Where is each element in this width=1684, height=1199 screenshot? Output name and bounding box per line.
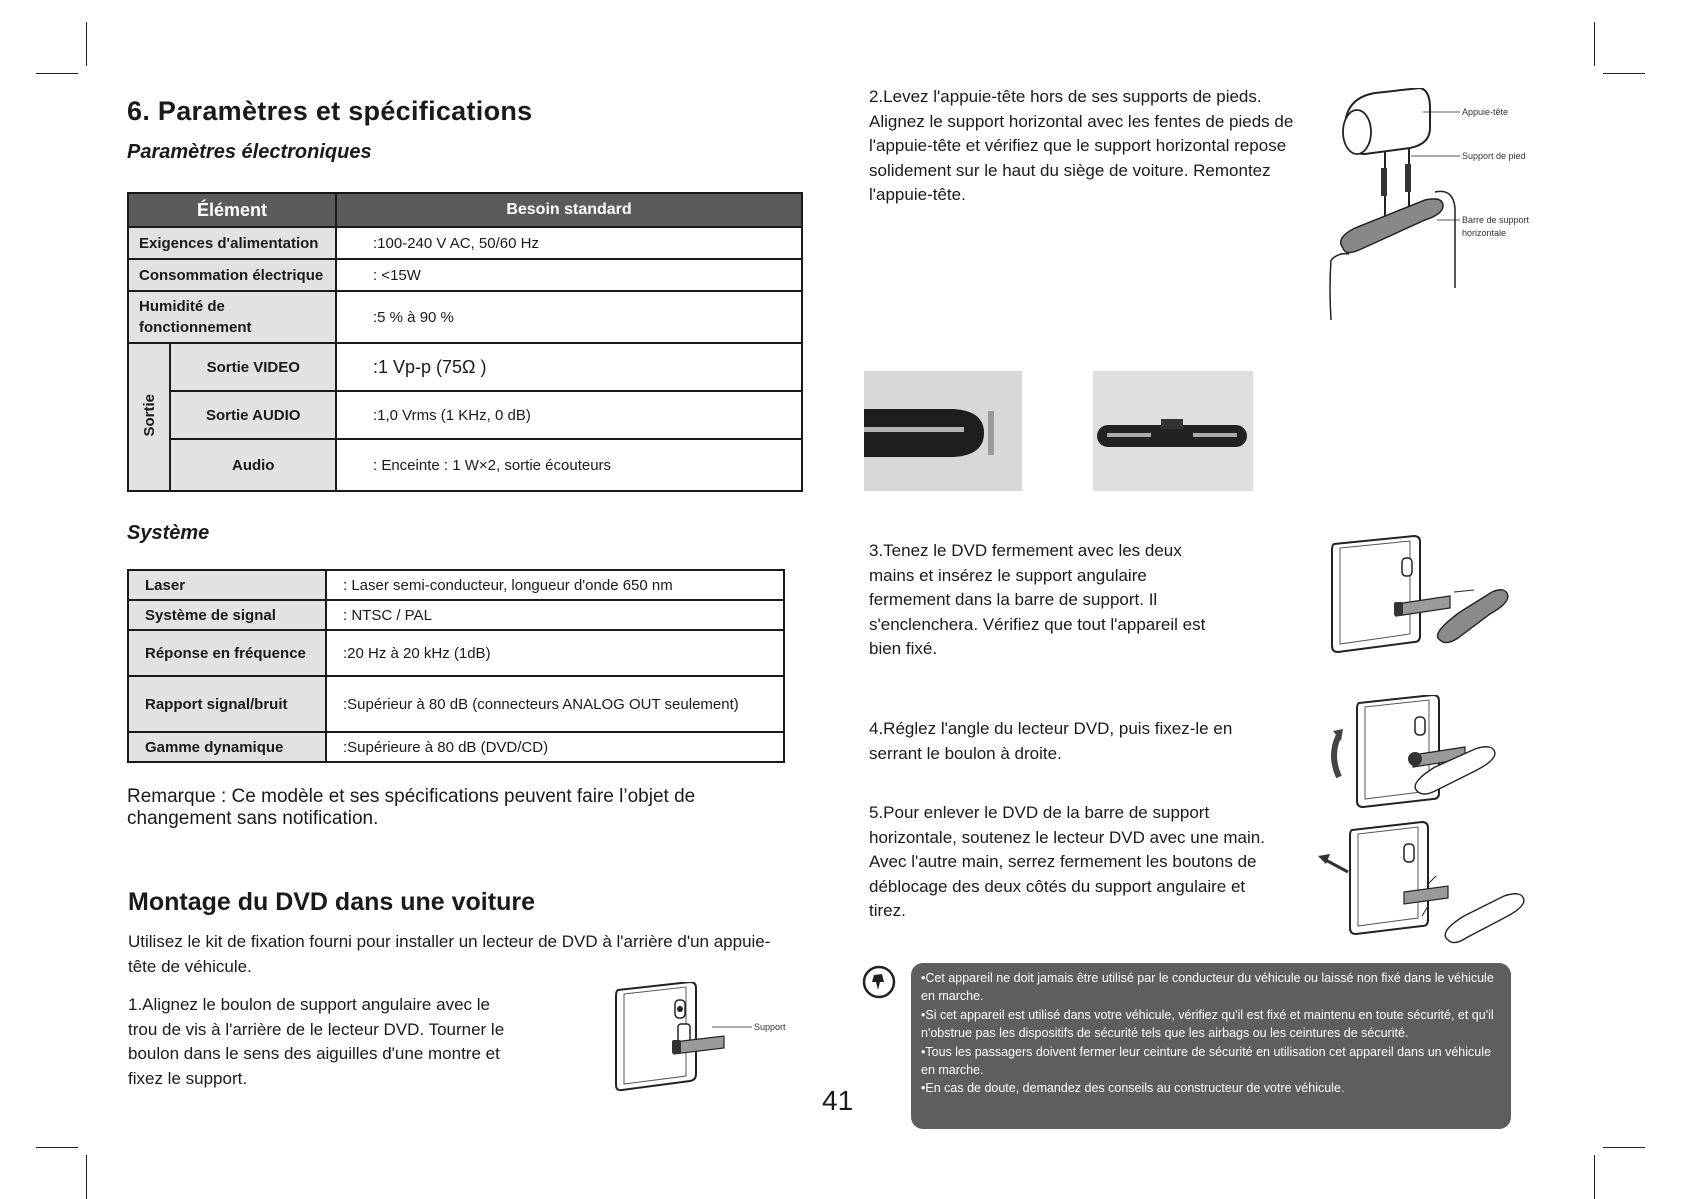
crop-mark [36,73,78,74]
step1-support-label: Support [754,1022,786,1032]
spec-label: Exigences d'alimentation [128,227,336,259]
crop-mark [36,1147,78,1148]
spec-label: Audio [170,439,336,491]
support-bar-label: Barre de support [1462,215,1530,225]
warning-pin-icon [862,965,896,999]
col-item-header: Élément [128,193,336,227]
bracket-photo-right [1093,371,1253,491]
step5-text: 5.Pour enlever le DVD de la barre de support horizontale, soutenez le lecteur DVD avec une main. Avec l'autre main, serrez fermement les boutons de déblocage des deux côtés du support angulaire et tirez. [869,803,1265,920]
spec-value: : Laser semi-conducteur, longueur d'onde 650 nm [326,570,784,600]
safety-warning-box [911,963,1511,1129]
crop-mark [86,1155,87,1199]
bracket-photo-left [864,371,1022,491]
spec-label: Laser [128,570,326,600]
spec-label: Consommation électrique [128,259,336,291]
spec-label: Système de signal [128,600,326,630]
electronic-heading: Paramètres électroniques [127,141,372,163]
system-heading: Système [127,522,210,544]
spec-label: Rapport signal/bruit [128,676,326,732]
warning-item: •Tous les passagers doivent fermer leur ceinture de sécurité en utilisation cet appareil dans un véhicule en marche. [921,1044,1491,1078]
step1-text: 1.Alignez le boulon de support angulaire avec le trou de vis à l'arrière de le lecteur DVD. Tourner le boulon dans le sens des aiguilles d'une montre et fixez le support. [128,995,505,1088]
crop-mark [1594,22,1595,66]
spec-value: :Supérieur à 80 dB (connecteurs ANALOG OUT seulement) [326,676,784,732]
mount-intro: Utilisez le kit de fixation fourni pour installer un lecteur de DVD à l'arrière d'un appuie-tête de véhicule. [128,932,771,976]
spec-value: : Enceinte : 1 W×2, sortie écouteurs [336,439,802,491]
spec-value: :5 % à 90 % [336,291,802,343]
spec-value: : NTSC / PAL [326,600,784,630]
spec-label: Réponse en fréquence [128,630,326,676]
step4-illustration [1325,695,1500,813]
spec-label: Sortie VIDEO [170,343,336,391]
headrest-label: Appuie-tête [1462,107,1509,117]
crop-mark [86,22,87,66]
foot-support-label: Support de pied [1462,151,1526,161]
crop-mark [1603,1147,1645,1148]
spec-value: :Supérieure à 80 dB (DVD/CD) [326,732,784,762]
section-title: 6. Paramètres et spécifications [127,96,533,126]
warning-item: •En cas de doute, demandez des conseils au constructeur de votre véhicule. [921,1081,1345,1096]
step2-illustration [1325,88,1540,324]
crop-mark [1603,73,1645,74]
step5-illustration [1318,820,1528,955]
warning-item: •Cet appareil ne doit jamais être utilisé par le conducteur du véhicule ou laissé non fixé dans le véhicule en marche. [921,971,1494,1004]
step3-illustration [1330,534,1510,660]
spec-value: : <15W [336,259,802,291]
system-spec-table [127,569,785,763]
group-label: Sortie [140,393,158,437]
spec-label: Sortie AUDIO [170,391,336,439]
horizontal-label: horizontale [1462,228,1507,238]
warning-item: •Si cet appareil est utilisé dans votre véhicule, vérifiez qu'il est fixé et maintenu en toute sécurité, et qu'il n'obstrue pas les dispositifs de sécurité tels que les airbags ou les ceintures de sécurité. [921,1007,1494,1041]
crop-mark [1594,1155,1595,1199]
col-standard-header: Besoin standard [336,193,802,227]
step1-illustration [612,982,792,1094]
spec-value: :1 Vp-p (75Ω ) [336,343,802,391]
spec-value: :100-240 V AC, 50/60 Hz [336,227,802,259]
spec-label: Gamme dynamique [128,732,326,762]
step2-text: 2.Levez l'appuie-tête hors de ses supports de pieds. Alignez le support horizontal avec les fentes de pieds de l'appuie-tête et vérifiez que le support horizontal repose solidement sur le haut du siège de voiture. Remontez l'appuie-tête. [869,87,1294,204]
spec-value: :20 Hz à 20 kHz (1dB) [326,630,784,676]
page-number: 41 [822,1085,854,1116]
electronic-spec-table [127,192,803,492]
step4-text: 4.Réglez l'angle du lecteur DVD, puis fixez-le en serrant le boulon à droite. [869,719,1233,763]
remark-note: Remarque : Ce modèle et ses spécifications peuvent faire l’objet de changement sans notification. [127,786,696,829]
mount-title: Montage du DVD dans une voiture [128,888,535,916]
step3-text: 3.Tenez le DVD fermement avec les deux mains et insérez le support angulaire fermement dans la barre de support. Il s'enclenchera. Vérifiez que tout l'appareil est bien fixé. [869,541,1206,658]
spec-label: Humidité de fonctionnement [128,291,336,343]
spec-value: :1,0 Vrms (1 KHz, 0 dB) [336,391,802,439]
